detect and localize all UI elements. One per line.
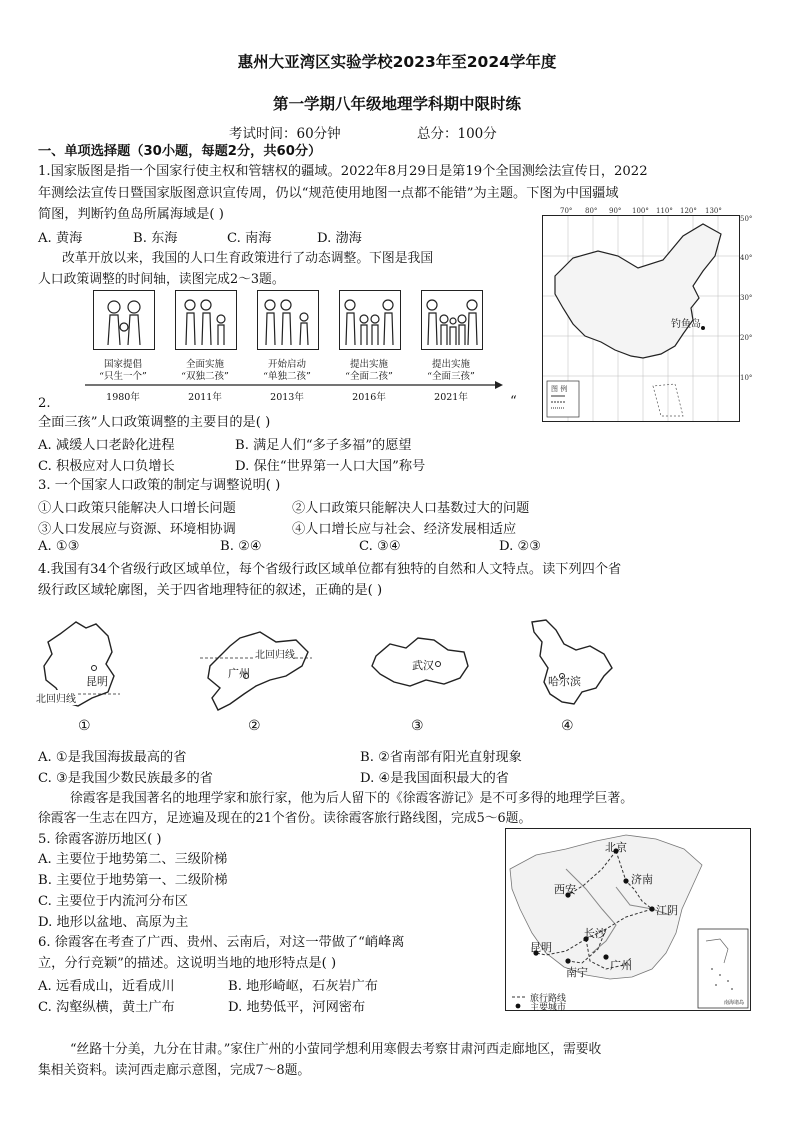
map-legend-title: 图 例 xyxy=(551,385,568,393)
family-icon xyxy=(94,291,154,349)
timeline-axis xyxy=(85,381,505,389)
q1-line2: 年测绘法宣传日暨国家版图意识宣传周，仍以“规范使用地图一点都不能错”为主题。下图为中国疆域 xyxy=(38,186,619,201)
exam-time: 考试时间：60分钟 xyxy=(229,126,341,142)
city-changsha-label: 长沙 xyxy=(584,927,606,940)
q1-option-a: A. 黄海 xyxy=(38,231,83,246)
q4-line2: 级行政区域轮廓图，关于四省地理特征的叙述，正确的是( ) xyxy=(38,583,383,598)
city-guangzhou-label: 广州 xyxy=(610,959,632,972)
timeline-caption: “全面二孩” xyxy=(345,371,393,382)
map-tick: 20° xyxy=(740,334,753,342)
city-beijing-label: 北京 xyxy=(605,841,627,854)
q1-line3: 简图，判断钓鱼岛所属海域是( ) xyxy=(38,207,224,222)
family-card-3 xyxy=(257,290,319,350)
map-tick: 30° xyxy=(740,294,753,302)
guangdong-outline-icon xyxy=(200,628,312,714)
timeline-year: 2013年 xyxy=(270,392,304,403)
q3-item-3: ③人口发展应与资源、环境相协调 xyxy=(38,522,236,537)
paper-subtitle: 第一学期八年级地理学科期中限时练 xyxy=(272,95,521,113)
map-number-3: ③ xyxy=(411,718,424,734)
q3-option-d: D. ②③ xyxy=(499,539,542,554)
heilongjiang-outline-icon xyxy=(524,616,616,710)
paper-title: 惠州大亚湾区实验学校2023年至2024学年度 xyxy=(237,53,557,71)
china-map xyxy=(542,215,740,422)
timeline-caption: 全面实施 xyxy=(185,359,224,370)
q6-option-b: B. 地形崎岖，石灰岩广布 xyxy=(228,979,378,994)
city-xian-label: 西安 xyxy=(554,883,576,896)
timeline-caption: “单独二孩” xyxy=(263,371,311,382)
q4-option-c: C. ③是我国少数民族最多的省 xyxy=(38,771,213,786)
map-tick: 120° xyxy=(680,207,697,215)
q2-option-b: B. 满足人们“多子多福”的愿望 xyxy=(235,438,412,453)
timeline-year: 2021年 xyxy=(434,392,468,403)
city-jiangyin-label: 江阴 xyxy=(656,904,678,917)
map-tick: 100° xyxy=(632,207,649,215)
q2-number: 2. xyxy=(38,396,51,411)
q2-option-a: A. 减缓人口老龄化进程 xyxy=(38,438,175,453)
timeline-year: 2011年 xyxy=(188,392,222,403)
intro56-line2: 徐霞客一生志在四方，足迹遍及现在的21个省份。读徐霞客旅行路线图，完成5～6题。 xyxy=(38,811,532,826)
q1-line1: 1.国家版图是指一个国家行使主权和管辖权的疆域。2022年8月29日是第19个全国测绘法宣传日，2022 xyxy=(38,164,648,179)
city-nanning-label: 南宁 xyxy=(566,966,588,979)
total-score: 总分：100分 xyxy=(417,126,497,142)
section-heading: 一、单项选择题（30小题，每题2分，共60分） xyxy=(38,144,322,159)
diaoyu-island-label: 钓鱼岛 xyxy=(671,319,701,330)
q3-option-b: B. ②④ xyxy=(220,539,262,554)
map-number-1: ① xyxy=(78,718,91,734)
inset-label: 南海诸岛 xyxy=(724,1000,745,1006)
q2-option-c: C. 积极应对人口负增长 xyxy=(38,459,175,474)
family-icon xyxy=(422,291,482,349)
intro78-line1: “丝路十分美，九分在甘肃。”家住广州的小萤同学想利用寒假去考察甘肃河西走廊地区，需要收 xyxy=(70,1042,602,1057)
map-tick: 80° xyxy=(585,207,598,215)
map-tick: 10° xyxy=(740,374,753,382)
route-map-icon xyxy=(506,829,750,1010)
city-kunming-label: 昆明 xyxy=(530,941,552,954)
q1-option-c: C. 南海 xyxy=(227,231,272,246)
timeline-caption: “只生一个” xyxy=(99,371,147,382)
family-card-1 xyxy=(93,290,155,350)
intro23-line2: 人口政策调整的时间轴，读图完成2～3题。 xyxy=(38,272,285,287)
q1-option-b: B. 东海 xyxy=(133,231,178,246)
map-tick: 50° xyxy=(740,215,753,223)
q5-option-b: B. 主要位于地势第一、二级阶梯 xyxy=(38,873,228,888)
timeline-year: 1980年 xyxy=(106,392,140,403)
q4-line1: 4.我国有34个省级行政区域单位，每个省级行政区域单位都有独特的自然和人文特点。读下列四个省 xyxy=(38,562,622,577)
family-card-5 xyxy=(421,290,483,350)
family-icon xyxy=(258,291,318,349)
q6-option-d: D. 地势低平，河网密布 xyxy=(228,1000,366,1015)
q5-option-c: C. 主要位于内流河分布区 xyxy=(38,894,188,909)
q5-option-a: A. 主要位于地势第二、三级阶梯 xyxy=(38,852,228,867)
xu-xiake-route-map xyxy=(505,828,751,1011)
q4-option-b: B. ②省南部有阳光直射现象 xyxy=(360,750,522,765)
q2-quote: “ xyxy=(510,394,517,409)
q2-option-d: D. 保住“世界第一人口大国”称号 xyxy=(235,459,426,474)
q3-option-c: C. ③④ xyxy=(359,539,401,554)
q4-option-d: D. ④是我国面积最大的省 xyxy=(360,771,509,786)
q5-option-d: D. 地形以盆地、高原为主 xyxy=(38,915,189,930)
map-number-4: ④ xyxy=(561,718,574,734)
map-tick: 110° xyxy=(656,207,673,215)
family-icon xyxy=(176,291,236,349)
q3-item-4: ④人口增长应与社会、经济发展相适应 xyxy=(292,522,517,537)
map-tick: 130° xyxy=(705,207,722,215)
city-jinan-label: 济南 xyxy=(631,873,653,886)
harbin-label: 哈尔滨 xyxy=(548,675,581,688)
q6-line2: 立，分行竞颖”的描述。这说明当地的地形特点是( ) xyxy=(38,956,337,971)
q6-option-c: C. 沟壑纵横，黄土广布 xyxy=(38,1000,175,1015)
map-tick: 40° xyxy=(740,254,753,262)
q1-option-d: D. 渤海 xyxy=(317,231,362,246)
map-tick: 90° xyxy=(609,207,622,215)
timeline-caption: 提出实施 xyxy=(431,359,470,370)
map-tick: 70° xyxy=(560,207,573,215)
timeline-caption: “双独二孩” xyxy=(181,371,229,382)
timeline-caption: 提出实施 xyxy=(349,359,388,370)
tropic-label: 北回归线 xyxy=(255,646,295,661)
legend-city-label: 主要城市 xyxy=(530,1003,567,1013)
map-number-2: ② xyxy=(248,718,261,734)
q2-stem: 全面三孩”人口政策调整的主要目的是( ) xyxy=(38,415,271,430)
tropic-label: 北回归线 xyxy=(36,690,76,705)
q3-item-1: ①人口政策只能解决人口增长问题 xyxy=(38,501,236,516)
timeline-caption: 国家提倡 xyxy=(103,359,142,370)
q6-option-a: A. 远看成山，近看成川 xyxy=(38,979,175,994)
intro78-line2: 集相关资料。读河西走廊示意图，完成7～8题。 xyxy=(38,1063,311,1078)
china-outline-icon xyxy=(543,216,739,421)
family-icon xyxy=(340,291,400,349)
q6-line1: 6. 徐霞客在考查了广西、贵州、云南后，对这一带做了“峭峰离 xyxy=(38,935,405,950)
q4-option-a: A. ①是我国海拔最高的省 xyxy=(38,750,187,765)
q3-stem: 3. 一个国家人口政策的制定与调整说明( ) xyxy=(38,478,281,493)
intro23-line1: 改革开放以来，我国的人口生育政策进行了动态调整。下图是我国 xyxy=(62,251,434,266)
intro56-line1: 徐霞客是我国著名的地理学家和旅行家，他为后人留下的《徐霞客游记》是不可多得的地理学巨著。 xyxy=(70,791,634,806)
timeline-caption: 开始启动 xyxy=(267,359,306,370)
q3-item-2: ②人口政策只能解决人口基数过大的问题 xyxy=(292,501,530,516)
kunming-label: 昆明 xyxy=(86,675,108,688)
legend-route-label: 旅行路线 xyxy=(530,994,567,1004)
family-card-2 xyxy=(175,290,237,350)
guangzhou-label: 广州 xyxy=(228,667,250,680)
family-card-4 xyxy=(339,290,401,350)
q3-option-a: A. ①③ xyxy=(38,539,80,554)
q5-stem: 5. 徐霞客游历地区( ) xyxy=(38,832,162,847)
wuhan-label: 武汉 xyxy=(412,659,434,672)
timeline-caption: “全面三孩” xyxy=(427,371,475,382)
timeline-year: 2016年 xyxy=(352,392,386,403)
